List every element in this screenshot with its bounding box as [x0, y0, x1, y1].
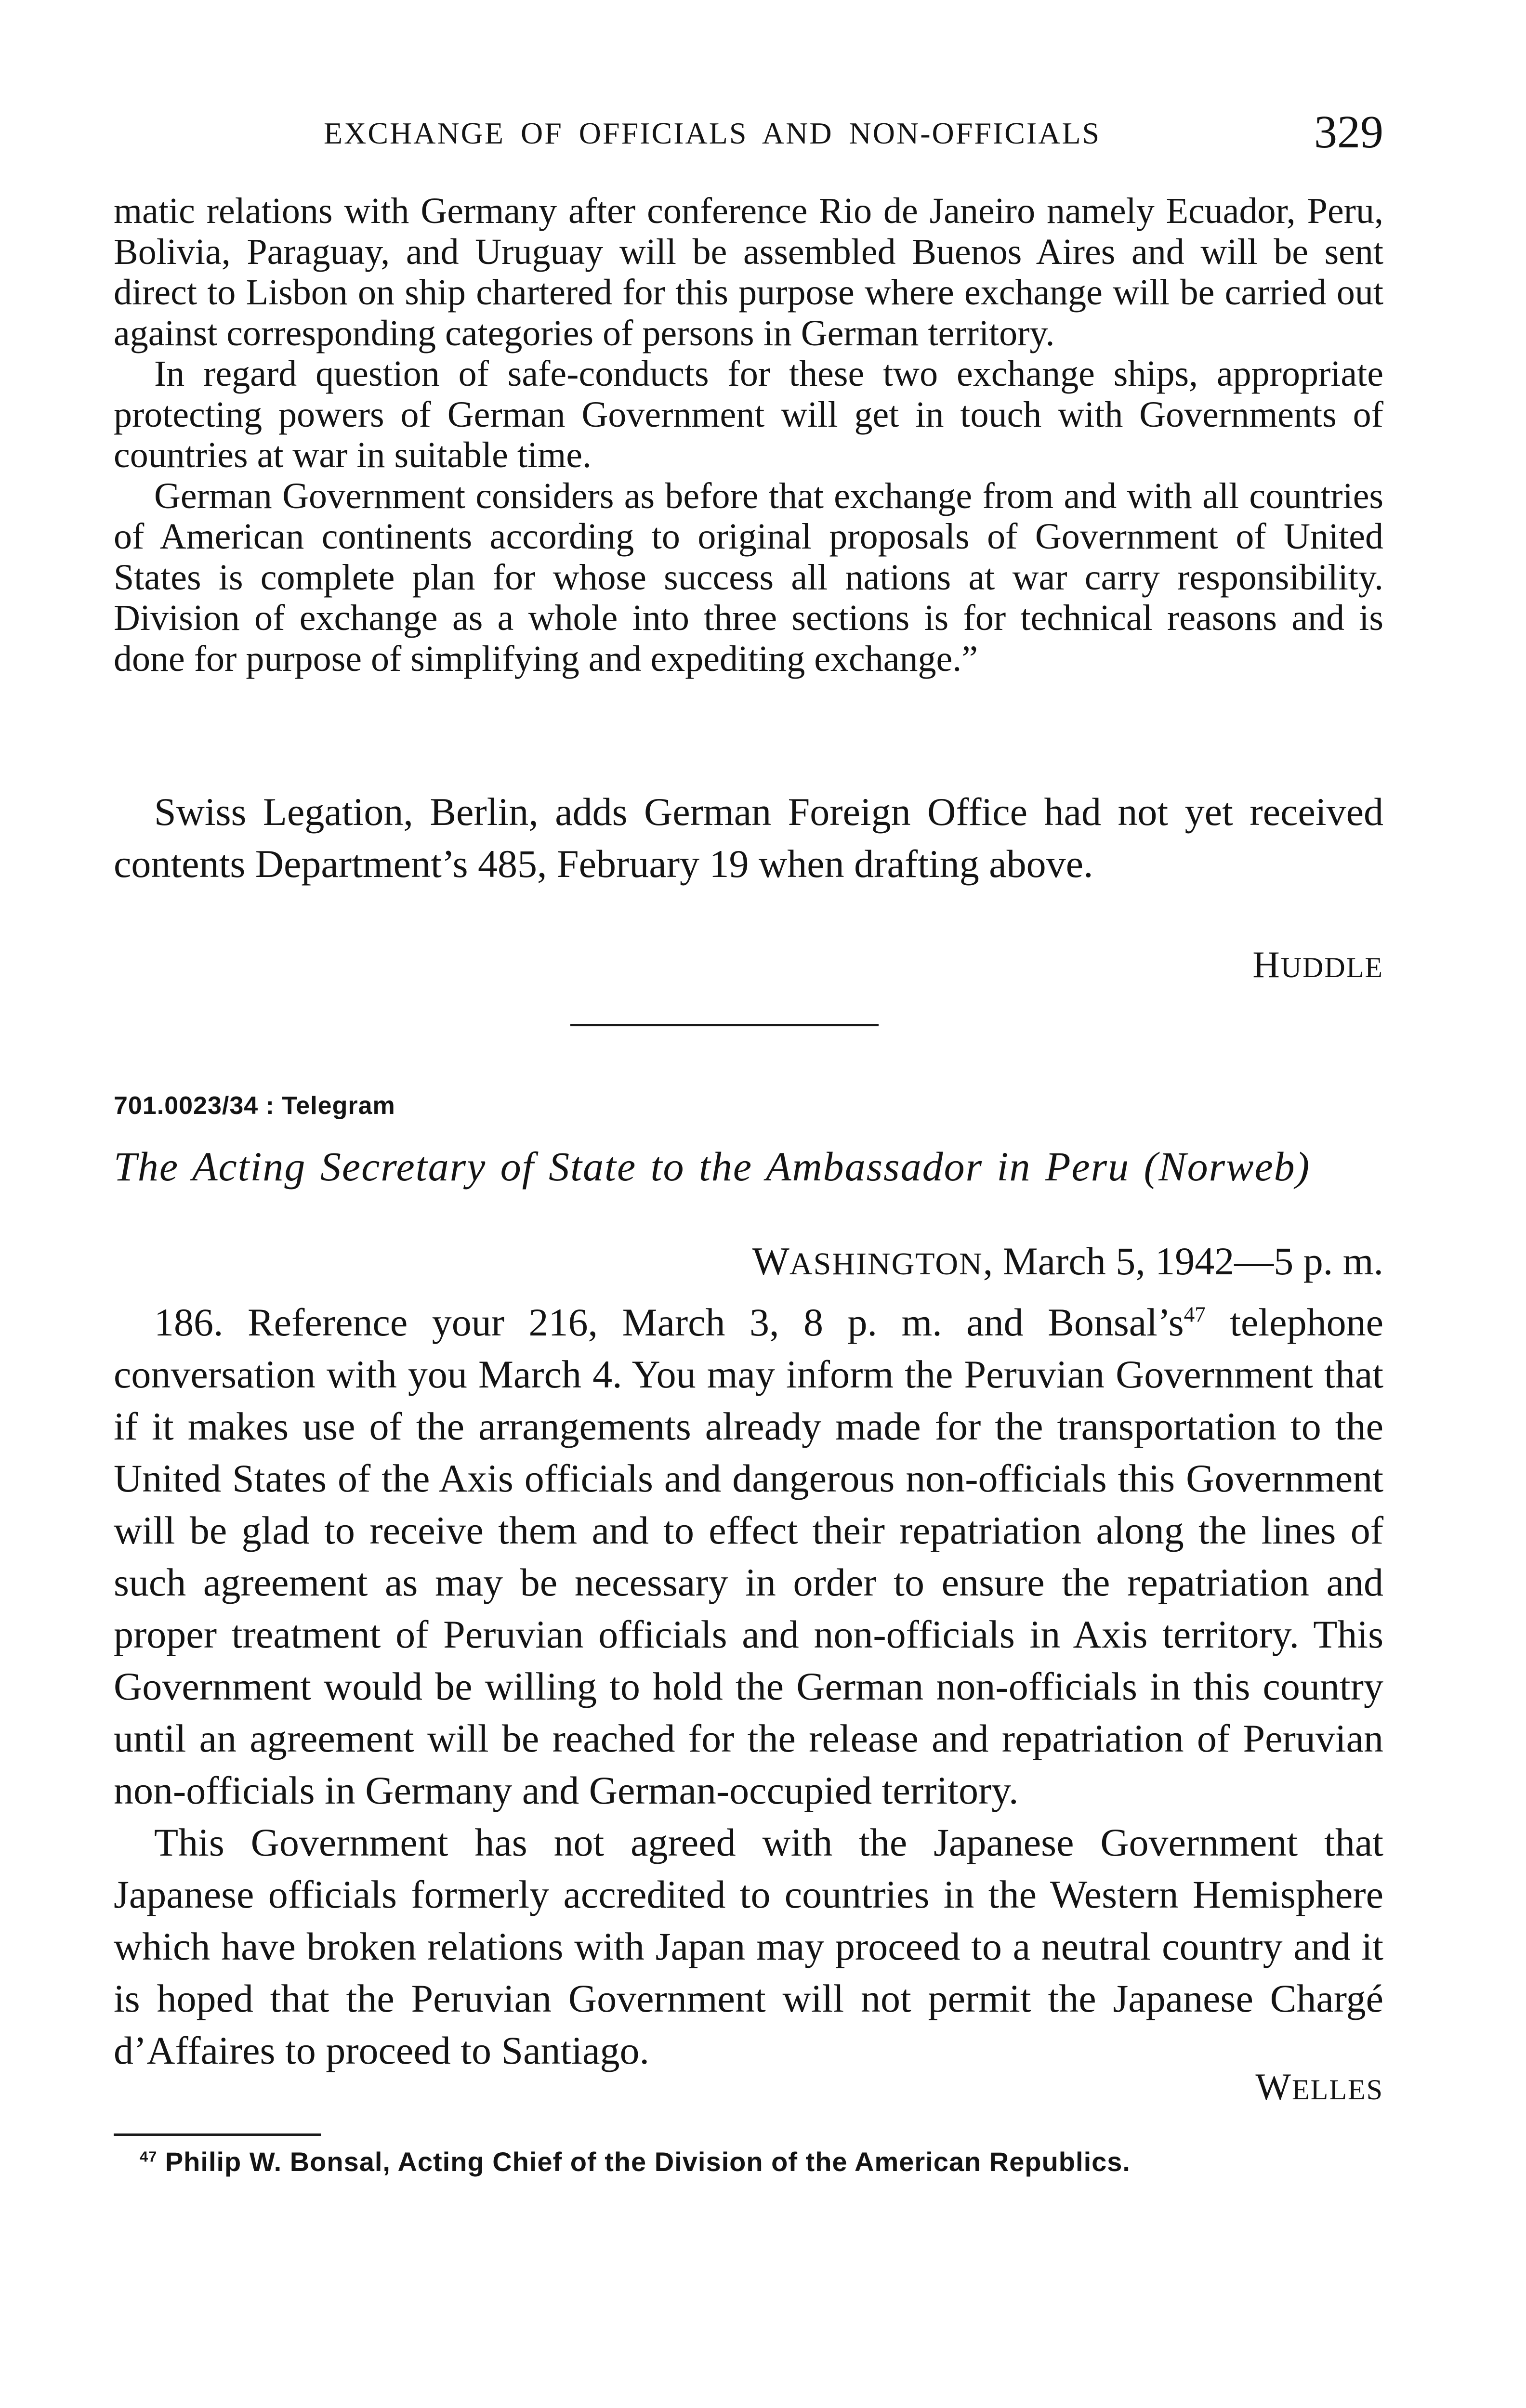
- telegram-1-paragraph: matic relations with Germany after conference Rio de Janeiro namely Ecuador, Peru, Bolivia, Paraguay, and Uruguay will be assembled Buenos Aires and will be sent direct to Lisbon on ship chartered for this purpose where exchange will be carried out against corresponding categories of persons in German territory.: [114, 191, 1383, 353]
- file-reference: 701.0023/34 : Telegram: [114, 1092, 395, 1120]
- document-title: The Acting Secretary of State to the Ambassador in Peru (Norweb): [114, 1143, 1311, 1190]
- signature-welles: [1255, 2065, 1383, 2108]
- telegram-1-closing: [114, 786, 1383, 890]
- dateline-city-rest: ASHINGTON: [789, 1246, 983, 1282]
- footnote-text: Philip W. Bonsal, Acting Chief of the Division of the American Republics.: [157, 2146, 1131, 2177]
- footnote-reference: 47: [1184, 1302, 1206, 1327]
- telegram-2-paragraph-1: [114, 1296, 1383, 1817]
- signature-initial: W: [1255, 2066, 1292, 2107]
- footnote-rule: [114, 2133, 321, 2136]
- paragraph-text: telephone conversation with you March 4. You may inform the Peruvian Government that if it makes use of the arrangements already made for the transportation to the United States of the Axis officials and dangerous non-officials this Government will be glad to receive them and to effect their repatriation along the lines of such agreement as may be necessary in order to ensure the repatriation and proper treatment of Peruvian officials and non-officials in Axis territory. This Government would be willing to hold the German non-officials in this country until an agreement will be reached for the release and repatriation of Peruvian non-officials in Germany and German-occupied territory.: [114, 1300, 1383, 1812]
- signature-rest: ELLES: [1292, 2074, 1383, 2106]
- running-header: [114, 105, 1383, 158]
- signature-rest: UDDLE: [1280, 952, 1383, 983]
- dateline: [752, 1239, 1384, 1284]
- telegram-1-paragraph: German Government considers as before that exchange from and with all countries of American continents according to original proposals of Government of United States is complete plan for whose success all nations at war carry responsibility. Division of exchange as a whole into three sections is for technical reasons and is done for purpose of simplifying and expediting exchange.”: [114, 475, 1383, 679]
- paragraph-text: 186. Reference your 216, March 3, 8 p. m. and Bonsal’s: [154, 1300, 1184, 1344]
- signature-initial: H: [1252, 943, 1281, 985]
- telegram-1-paragraph: In regard question of safe-conducts for these two exchange ships, appropriate protecting powers of German Government will get in touch with Governments of countries at war in suitable time.: [114, 353, 1383, 475]
- dateline-date: , March 5, 1942—5 p. m.: [983, 1239, 1383, 1283]
- telegram-1-body: [114, 191, 1383, 679]
- footnote-mark: 47: [140, 2148, 158, 2165]
- closing-paragraph: Swiss Legation, Berlin, adds German Foreign Office had not yet received contents Department’s 485, February 19 when drafting above.: [114, 790, 1383, 886]
- signature-huddle: [1252, 943, 1383, 986]
- footnote: [140, 2146, 1383, 2177]
- running-title: EXCHANGE OF OFFICIALS AND NON-OFFICIALS: [324, 116, 1101, 150]
- section-divider: [570, 1024, 879, 1026]
- dateline-city-initial: W: [752, 1239, 789, 1283]
- page-number: 329: [1314, 106, 1383, 157]
- telegram-2-body: [114, 1296, 1383, 2077]
- telegram-2-paragraph-2: This Government has not agreed with the Japanese Government that Japanese officials formerly accredited to countries in the Western Hemisphere which have broken relations with Japan may proceed to a neutral country and it is hoped that the Peruvian Government will not permit the Japanese Chargé d’Affaires to proceed to Santiago.: [114, 1820, 1383, 2072]
